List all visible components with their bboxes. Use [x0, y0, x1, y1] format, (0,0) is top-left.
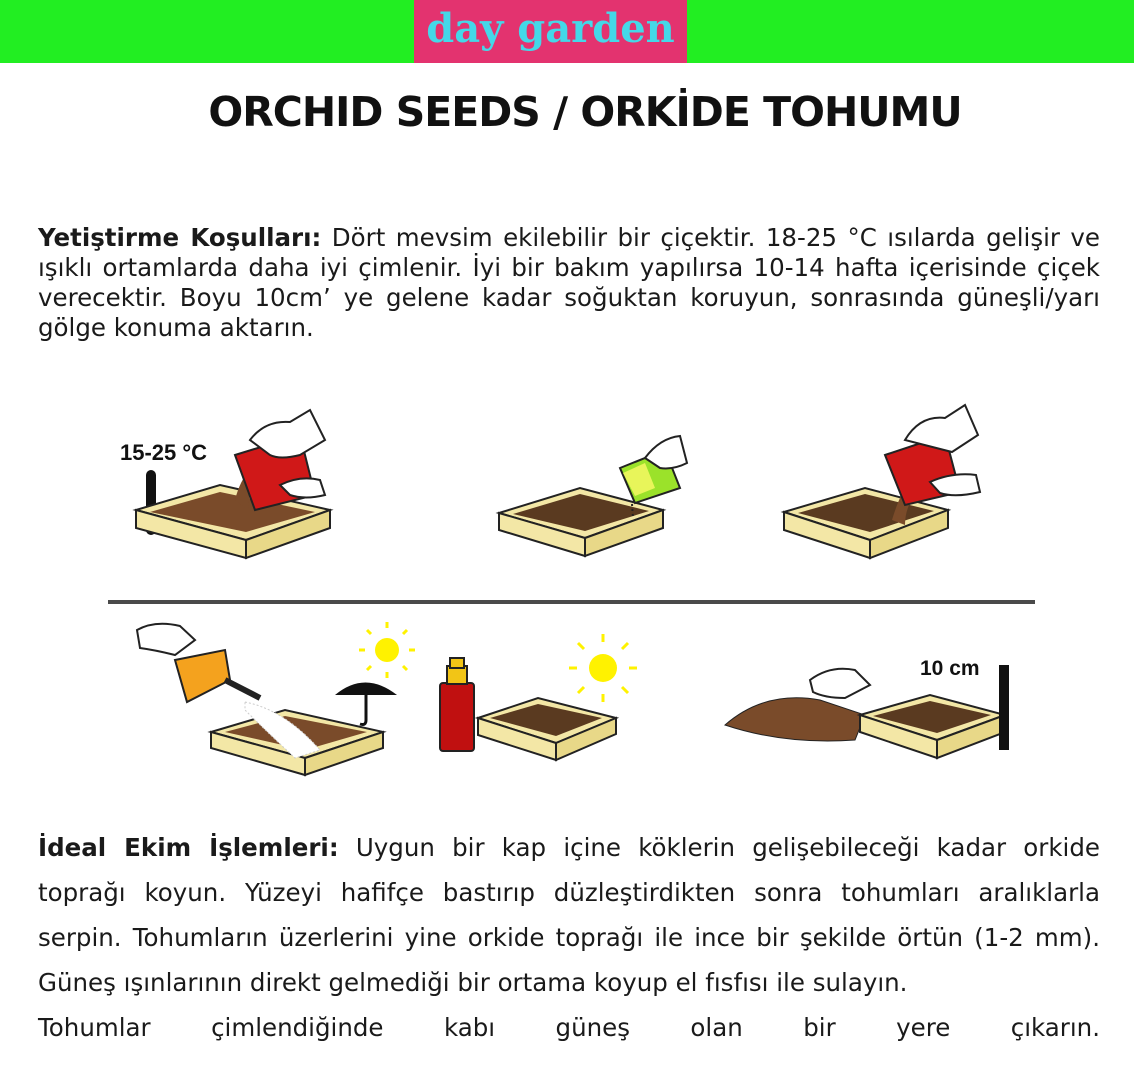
- step-soil-fill-illustration: [130, 400, 370, 580]
- planting-steps-text: Uygun bir kap içine köklerin gelişebileceği kadar orkide toprağı koyun. Yüzeyi hafifçe bastırıp düzleştirdikten sonra tohumları aralıklarla serpin. Tohumların üzerlerini yine orkide toprağı ile ince bir şekilde örtün (1-2 mm). Güneş ışınlarının direkt gelmediği bir ortama koyup el fısfısı ile sulayın.: [38, 833, 1100, 997]
- step-fertilize-illustration: [438, 628, 638, 793]
- planting-steps: [38, 825, 1100, 1050]
- growing-conditions: [38, 223, 1100, 343]
- umbrella-icon: [335, 683, 397, 725]
- temperature-label: 15-25 °C: [120, 440, 208, 465]
- planting-steps-heading: İdeal Ekim İşlemleri:: [38, 833, 339, 862]
- step-transplant-illustration: [725, 660, 1025, 790]
- ruler-icon: [999, 665, 1009, 750]
- planting-steps-last-line: Tohumlar çimlendiğinde kabı güneş olan bir yere çıkarın.: [38, 1013, 1100, 1042]
- section-divider: [108, 600, 1035, 604]
- step-sow-seeds-illustration: [495, 418, 695, 578]
- watering-can-icon: [137, 624, 260, 702]
- seed-packet-icon: [235, 410, 325, 510]
- height-label: 10 cm: [920, 657, 980, 680]
- hand-icon: [810, 669, 870, 698]
- tray: [478, 698, 616, 760]
- sun-icon: [569, 634, 637, 702]
- page-title: ORCHID SEEDS / ORKİDE TOHUMU: [208, 88, 962, 136]
- tray: [860, 695, 1005, 758]
- growing-conditions-heading: Yetiştirme Koşulları:: [38, 223, 322, 252]
- brand-logo: [414, 0, 687, 63]
- growing-conditions-text: Dört mevsim ekilebilir bir çiçektir. 18-25 °C ısılarda gelişir ve ışıklı ortamlarda daha iyi çimlenir. İyi bir bakım yapılırsa 10-14 hafta içerisinde çiçek verecektir. Boyu 10cm’ ye gelene kadar soğuktan koruyun, sonrasında güneşli/yarı gölge konuma aktarın.: [38, 223, 1100, 342]
- step-watering-illustration: [135, 620, 435, 795]
- fertilizer-bottle-icon: [440, 658, 474, 751]
- soil-mound: [725, 698, 865, 741]
- sun-icon: [359, 622, 415, 678]
- step-cover-soil-illustration: [780, 400, 1010, 585]
- brand-name: day garden: [426, 5, 675, 52]
